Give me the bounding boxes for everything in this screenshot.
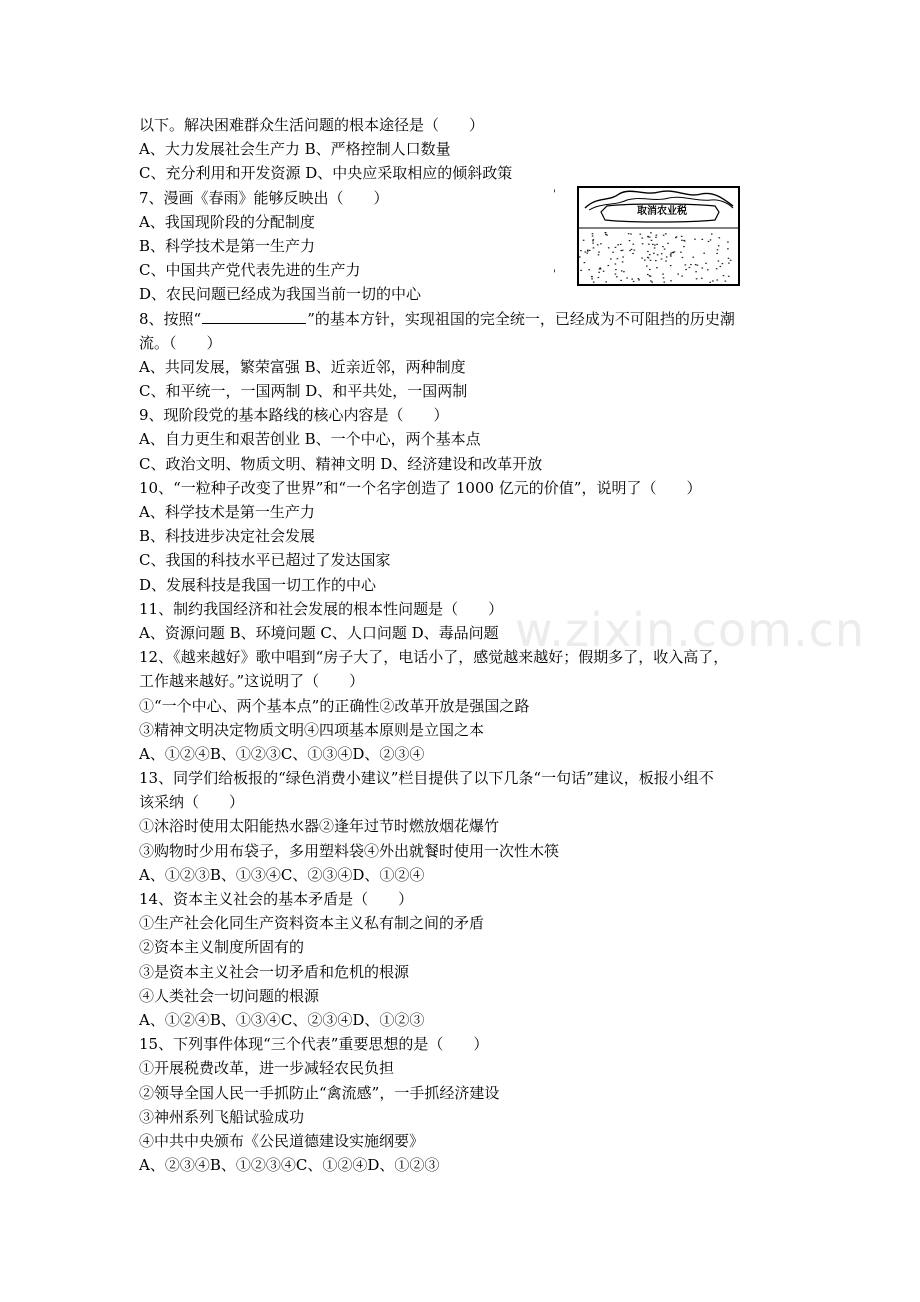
option-line: C、充分利用和开发资源 D、中央应采取相应的倾斜政策 xyxy=(139,164,513,183)
option-line: A、①②④B、①②③C、①③④D、②③④ xyxy=(139,744,425,763)
cartoon-drawing xyxy=(579,188,738,284)
option-line: A、自力更生和艰苦创业 B、一个中心，两个基本点 xyxy=(139,430,481,449)
statement-line: ①沐浴时使用太阳能热水器②逢年过节时燃放烟花爆竹 xyxy=(139,817,500,836)
question-10-stem: 10、“一粒种子改变了世界”和“一个名字创造了 1000 亿元的价值”，说明了（ ） xyxy=(139,478,702,497)
option-line: A、②③④B、①②③④C、①②④D、①②③ xyxy=(139,1156,440,1175)
option-line: C、我国的科技水平已超过了发达国家 xyxy=(139,551,391,570)
option-line: C、中国共产党代表先进的生产力 xyxy=(139,261,361,280)
question-8-stem xyxy=(139,307,799,331)
text-line: 该采纳（ ） xyxy=(139,793,245,812)
statement-line: ③精神文明决定物质文明④四项基本原则是立国之本 xyxy=(139,720,485,739)
cartoon-banner: 取消农业税 xyxy=(637,206,687,217)
statement-line: ①开展税费改革，进一步减轻农民负担 xyxy=(139,1059,395,1078)
text-line: 工作越来越好。”这说明了（ ） xyxy=(139,672,365,691)
question-9-stem: 9、现阶段党的基本路线的核心内容是（ ） xyxy=(139,406,449,425)
statement-line: ①生产社会化同生产资料资本主义私有制之间的矛盾 xyxy=(139,914,485,933)
option-line: A、资源问题 B、环境问题 C、人口问题 D、毒品问题 xyxy=(139,623,499,642)
option-line: C、和平统一，一国两制 D、和平共处，一国两制 xyxy=(139,382,468,401)
statement-line: ③购物时少用布袋子，多用塑料袋④外出就餐时使用一次性木筷 xyxy=(139,841,560,860)
question-11-stem: 11、制约我国经济和社会发展的根本性问题是（ ） xyxy=(139,599,504,618)
text-line: 以下。解决困难群众生活问题的根本途径是（ ） xyxy=(139,116,485,134)
question-8-tail: ”的基本方针，实现祖国的完全统一，已经成为不可阻挡的历史潮 xyxy=(307,309,735,328)
option-line: A、共同发展，繁荣富强 B、近亲近邻，两种制度 xyxy=(139,357,466,376)
question-13-stem: 13、同学们给板报的“绿色消费小建议”栏目提供了以下几条“一句话”建议，板报小组不 xyxy=(139,769,714,788)
statement-line: ①“一个中心、两个基本点”的正确性②改革开放是强国之路 xyxy=(139,696,530,715)
option-line: D、农民问题已经成为我国当前一切的中心 xyxy=(139,285,422,304)
option-line: A、①②④B、①③④C、②③④D、①②③ xyxy=(139,1010,425,1029)
statement-line: ③神州系列飞船试验成功 xyxy=(139,1107,305,1126)
text-line: 流。（ ） xyxy=(139,333,222,352)
margin-mark: ' xyxy=(553,269,556,280)
question-12-stem: 12、《越来越好》歌中唱到“房子大了，电话小了，感觉越来越好；假期多了，收入高了， xyxy=(139,648,729,667)
answer-blank xyxy=(202,309,306,324)
rain-dots xyxy=(579,232,731,283)
statement-line: ②领导全国人民一手抓防止“禽流感”，一手抓经济建设 xyxy=(139,1083,500,1102)
statement-line: ③是资本主义社会一切矛盾和危机的根源 xyxy=(139,962,410,981)
question-15-stem: 15、下列事件体现“三个代表”重要思想的是（ ） xyxy=(139,1035,489,1054)
option-line: A、①②③B、①③④C、②③④D、①②④ xyxy=(139,865,425,884)
statement-line: ②资本主义制度所固有的 xyxy=(139,938,305,957)
option-line: C、政治文明、物质文明、精神文明 D、经济建设和改革开放 xyxy=(139,454,543,473)
question-7-stem: 7、漫画《春雨》能够反映出（ ） xyxy=(139,188,389,207)
watermark: w.zixin.com.cn xyxy=(515,603,866,657)
option-line: A、科学技术是第一生产力 xyxy=(139,503,315,521)
option-line: D、发展科技是我国一切工作的中心 xyxy=(139,575,377,594)
statement-line: ④中共中央颁布《公民道德建设实施纲要》 xyxy=(139,1131,425,1150)
option-line: B、科技进步决定社会发展 xyxy=(139,527,316,546)
option-line: B、科学技术是第一生产力 xyxy=(139,236,316,255)
statement-line: ④人类社会一切问题的根源 xyxy=(139,986,320,1005)
question-14-stem: 14、资本主义社会的基本矛盾是（ ） xyxy=(139,890,414,908)
option-line: A、大力发展社会生产力 B、严格控制人口数量 xyxy=(139,140,451,159)
question-8-head: 8、按照“ xyxy=(139,309,202,328)
option-line: A、我国现阶段的分配制度 xyxy=(139,212,315,231)
cartoon-spring-rain xyxy=(577,186,740,286)
margin-mark: ' xyxy=(553,189,556,200)
